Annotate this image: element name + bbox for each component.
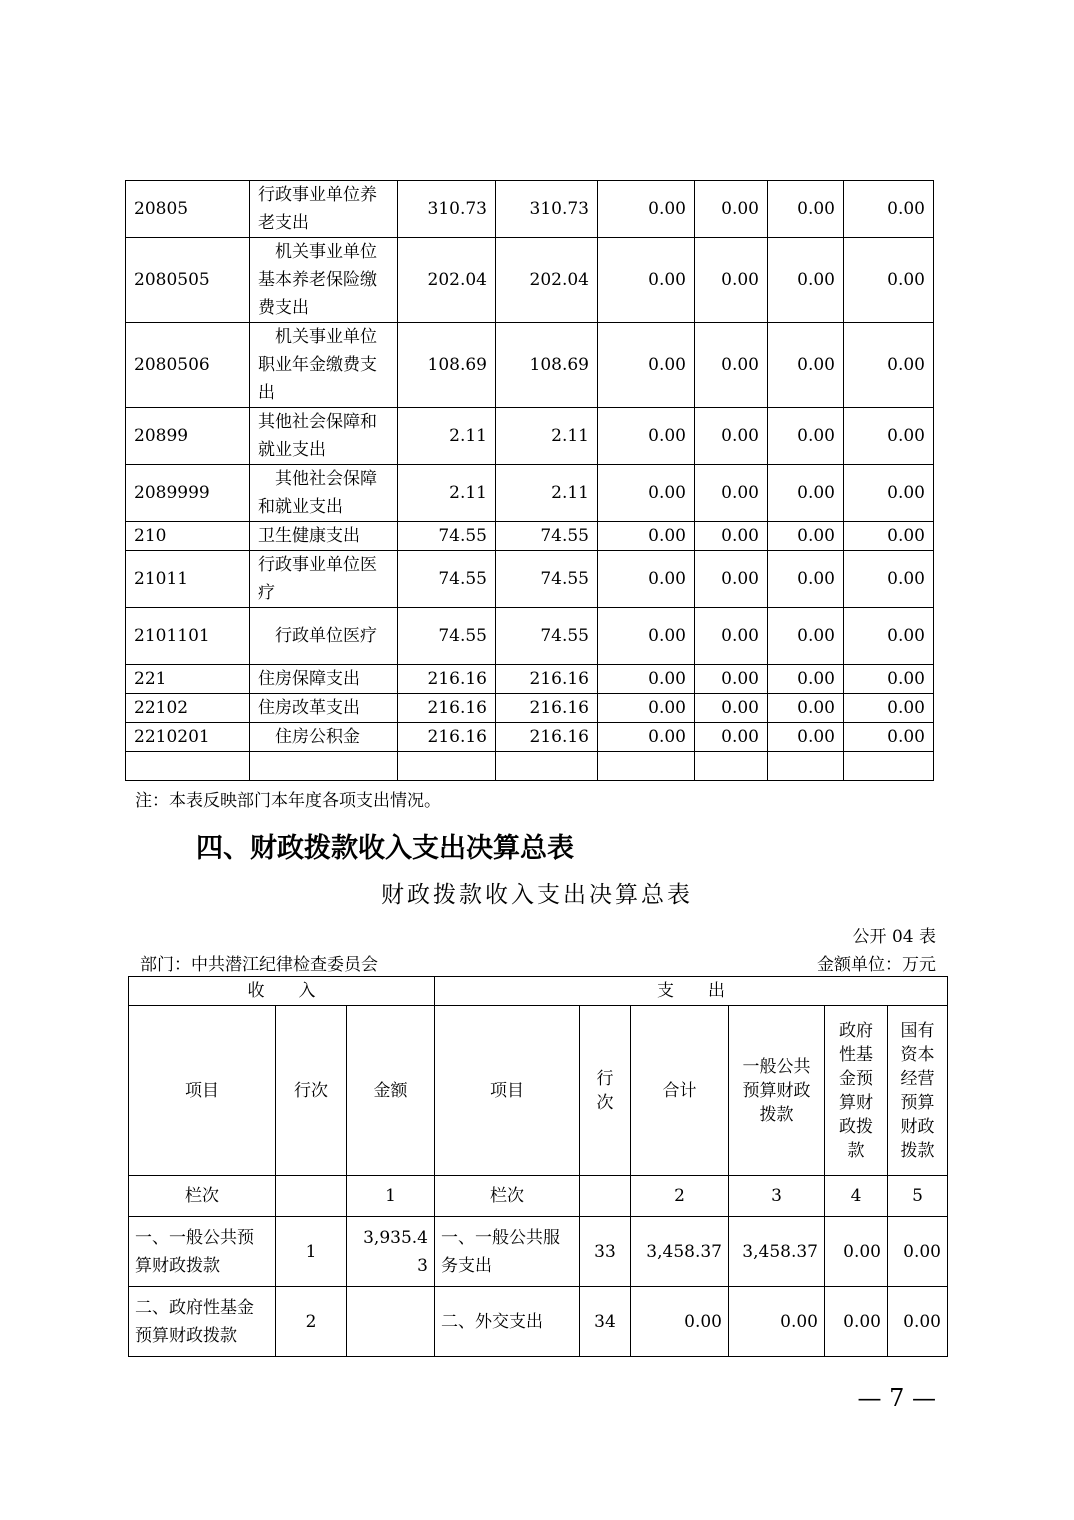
amount-cell: 216.16 [398,694,496,723]
empty-row [126,752,934,781]
lanci-5: 5 [888,1176,948,1217]
table-row [126,723,934,752]
amount-cell: 0.00 [844,551,934,608]
empty-cell [598,752,695,781]
lanci-label2: 栏次 [435,1176,580,1217]
table-row [126,181,934,238]
amount-cell: 0.00 [768,408,844,465]
lanci-3: 3 [729,1176,825,1217]
amount-cell: 108.69 [398,323,496,408]
amount-cell: 0.00 [844,181,934,238]
amount-cell: 0.00 [844,665,934,694]
income-amount [347,1287,435,1357]
empty-cell [398,752,496,781]
amount-cell: 216.16 [496,723,598,752]
amount-cell: 74.55 [398,608,496,665]
subject-name: 住房公积金 [250,723,398,752]
col-header-item: 项目 [129,1006,276,1176]
table-title: 财政拨款收入支出决算总表 [381,882,693,908]
amount-cell: 310.73 [496,181,598,238]
amount-cell: 0.00 [844,408,934,465]
amount-cell: 0.00 [844,608,934,665]
amount-cell: 0.00 [768,181,844,238]
amount-cell: 0.00 [768,323,844,408]
col-header-state-capital: 国有资本经营预算财政拨款 [888,1006,948,1176]
income-row-no: 2 [276,1287,347,1357]
amount-cell: 2.11 [398,408,496,465]
amount-cell: 0.00 [598,181,695,238]
expense-state-capital: 0.00 [888,1287,948,1357]
subject-code: 20805 [126,181,250,238]
lanci-1: 1 [347,1176,435,1217]
page-number: — 7 — [857,1384,936,1412]
lanci-2: 2 [631,1176,729,1217]
amount-unit-label: 金额单位：万元 [817,955,936,975]
empty-cell [695,752,768,781]
section-heading: 四、财政拨款收入支出决算总表 [196,833,574,864]
subject-name: 行政单位医疗 [250,608,398,665]
table-row [126,465,934,522]
subject-code: 2089999 [126,465,250,522]
expense-gov-fund: 0.00 [825,1217,888,1287]
subject-name: 行政事业单位养老支出 [250,181,398,238]
table-row [126,522,934,551]
amount-cell: 0.00 [598,551,695,608]
amount-cell: 0.00 [598,323,695,408]
amount-cell: 0.00 [768,551,844,608]
amount-cell: 2.11 [496,408,598,465]
lanci-4: 4 [825,1176,888,1217]
amount-cell: 2.11 [398,465,496,522]
amount-cell: 0.00 [768,694,844,723]
expense-detail-table [125,180,934,781]
col-header-gov-fund: 政府性基金预算财政拨款 [825,1006,888,1176]
amount-cell: 0.00 [844,723,934,752]
subject-code: 2210201 [126,723,250,752]
subject-name: 卫生健康支出 [250,522,398,551]
empty-cell [126,752,250,781]
subject-code: 2080506 [126,323,250,408]
subject-name: 其他社会保障和就业支出 [250,408,398,465]
expense-row-no: 34 [580,1287,631,1357]
subject-name: 机关事业单位职业年金缴费支出 [250,323,398,408]
amount-cell: 74.55 [398,522,496,551]
table-row [126,238,934,323]
amount-cell: 74.55 [398,551,496,608]
amount-cell: 0.00 [695,723,768,752]
expense-state-capital: 0.00 [888,1217,948,1287]
amount-cell: 216.16 [496,694,598,723]
col-header-row: 行次 [276,1006,347,1176]
amount-cell: 0.00 [695,694,768,723]
amount-cell: 0.00 [598,522,695,551]
amount-cell: 0.00 [768,465,844,522]
expense-gov-fund: 0.00 [825,1287,888,1357]
subject-code: 221 [126,665,250,694]
amount-cell: 74.55 [496,522,598,551]
amount-cell: 0.00 [598,408,695,465]
expense-item: 一、一般公共服务支出 [435,1217,580,1287]
subject-name: 机关事业单位基本养老保险缴费支出 [250,238,398,323]
table-row [126,665,934,694]
amount-cell: 0.00 [598,723,695,752]
table-note: 注：本表反映部门本年度各项支出情况。 [135,791,441,811]
subject-code: 2101101 [126,608,250,665]
subject-code: 22102 [126,694,250,723]
amount-cell: 0.00 [598,694,695,723]
amount-cell: 0.00 [768,238,844,323]
table-row [126,608,934,665]
income-row-no: 1 [276,1217,347,1287]
lanci-empty [276,1176,347,1217]
amount-cell: 0.00 [844,323,934,408]
amount-cell: 216.16 [398,723,496,752]
lanci-label: 栏次 [129,1176,276,1217]
amount-cell: 202.04 [496,238,598,323]
col-header-general-budget: 一般公共预算财政拨款 [729,1006,825,1176]
income-header: 收 入 [129,977,435,1006]
amount-cell: 74.55 [496,608,598,665]
amount-cell: 0.00 [695,323,768,408]
empty-cell [250,752,398,781]
amount-cell: 2.11 [496,465,598,522]
expense-row-no: 33 [580,1217,631,1287]
empty-cell [496,752,598,781]
amount-cell: 0.00 [844,522,934,551]
table-row [126,323,934,408]
subject-code: 2080505 [126,238,250,323]
amount-cell: 0.00 [844,238,934,323]
amount-cell: 74.55 [496,551,598,608]
income-amount: 3,935.43 [347,1217,435,1287]
amount-cell: 0.00 [844,694,934,723]
subject-name: 行政事业单位医疗 [250,551,398,608]
amount-cell: 0.00 [768,608,844,665]
table-row [126,408,934,465]
amount-cell: 0.00 [695,608,768,665]
subject-name: 其他社会保障和就业支出 [250,465,398,522]
subject-name: 住房保障支出 [250,665,398,694]
expense-item: 二、外交支出 [435,1287,580,1357]
expense-header: 支 出 [435,977,948,1006]
form-number: 公开 04 表 [852,927,936,947]
amount-cell: 0.00 [598,608,695,665]
amount-cell: 108.69 [496,323,598,408]
amount-cell: 0.00 [768,723,844,752]
subject-code: 210 [126,522,250,551]
empty-cell [768,752,844,781]
amount-cell: 0.00 [598,238,695,323]
amount-cell: 0.00 [768,522,844,551]
col-header-total: 合计 [631,1006,729,1176]
amount-cell: 216.16 [496,665,598,694]
amount-cell: 310.73 [398,181,496,238]
table-row [126,694,934,723]
amount-cell: 202.04 [398,238,496,323]
empty-cell [844,752,934,781]
amount-cell: 0.00 [695,408,768,465]
expense-general: 0.00 [729,1287,825,1357]
income-item: 一、一般公共预算财政拨款 [129,1217,276,1287]
amount-cell: 0.00 [844,465,934,522]
table-row [126,551,934,608]
amount-cell: 216.16 [398,665,496,694]
expense-general: 3,458.37 [729,1217,825,1287]
amount-cell: 0.00 [695,238,768,323]
amount-cell: 0.00 [695,665,768,694]
expense-total: 0.00 [631,1287,729,1357]
amount-cell: 0.00 [598,465,695,522]
amount-cell: 0.00 [695,181,768,238]
subject-code: 21011 [126,551,250,608]
income-item: 二、政府性基金预算财政拨款 [129,1287,276,1357]
col-header-item2: 项目 [435,1006,580,1176]
amount-cell: 0.00 [598,665,695,694]
fiscal-summary-table [128,976,948,1357]
col-header-row2: 行次 [580,1006,631,1176]
subject-name: 住房改革支出 [250,694,398,723]
lanci-empty2 [580,1176,631,1217]
amount-cell: 0.00 [695,551,768,608]
department-label: 部门：中共潜江纪律检查委员会 [140,955,378,975]
col-header-amount: 金额 [347,1006,435,1176]
expense-total: 3,458.37 [631,1217,729,1287]
amount-cell: 0.00 [695,465,768,522]
amount-cell: 0.00 [768,665,844,694]
amount-cell: 0.00 [695,522,768,551]
subject-code: 20899 [126,408,250,465]
